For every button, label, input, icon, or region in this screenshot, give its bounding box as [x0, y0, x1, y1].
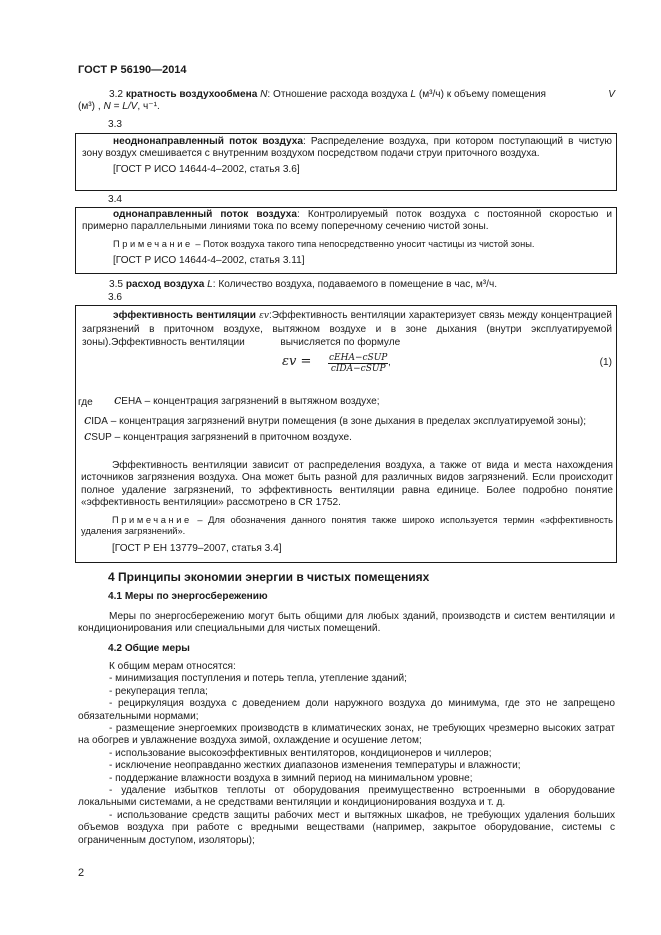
unit-text: (м³) , — [78, 101, 101, 113]
formula-lhs: εv = — [282, 354, 312, 369]
term-number-3-6: 3.6 — [108, 292, 123, 303]
symbol-l: L — [410, 89, 417, 100]
var-subscript: EHA — [121, 396, 142, 407]
where-label: где — [78, 397, 93, 408]
term-number-3-4: 3.4 — [108, 194, 123, 205]
term-source: [ГОСТ Р ИСО 14644-4–2002, статья 3.11] — [113, 255, 305, 267]
body-text: Эффективность вентиляции зависит от распределения воздуха, а также от вида и места нахождения источников загрязнения воздуха. Она может быть разной для различных видов загрязнений. Если происходит полное удаление загрязнений, то эффективность вентиляции равна единице. Более подробно понятие «эффективность вентиляции» рассмотрено в CR 1752. — [81, 460, 613, 509]
term-box-3-3 — [75, 133, 617, 191]
var-c: c — [114, 393, 122, 408]
term-text: : Отношение расхода воздуха — [267, 89, 408, 100]
note-text: – Для обозначения данного понятия также широко используется термин «эффективность удаления загрязнений». — [81, 514, 613, 537]
list-item: - рециркуляция воздуха с доведением доли наружного воздуха до минимума, где это не запрещено обязательными нормами; — [78, 698, 615, 722]
term-name: эффективность вентиляции — [113, 310, 256, 321]
note-text: – Поток воздуха такого типа непосредственно уносит частицы из чистой зоны. — [192, 238, 535, 249]
term-3-2 — [78, 89, 615, 114]
var-c: c — [84, 413, 92, 428]
unit-suffix: , ч⁻¹. — [137, 101, 160, 113]
term-number: 3.5 — [109, 279, 124, 290]
term-definition: :Эффективность вентиляции характеризует связь между концентрацией загрязнений в приточном воздухе, вытяжном воздухе и в зоне дыхания (внутри эксплуатируемой зоны).Эффективность вентиляции — [82, 310, 612, 348]
term-symbol: εv — [259, 311, 269, 321]
var-description: – концентрация загрязнений в приточном воздухе. — [111, 432, 352, 444]
term-source: [ГОСТ Р ИСО 14644-4–2002, статья 3.6] — [113, 163, 300, 175]
var-subscript: IDA — [91, 416, 108, 427]
var-description: – концентрация загрязнений в вытяжном воздухе; — [141, 396, 380, 407]
formula-block: εv = cEHA−cSUP cIDA−cSUP , (1) — [282, 353, 612, 374]
page-number: 2 — [78, 867, 85, 879]
term-name: расход воздуха — [125, 279, 205, 290]
term-source: [ГОСТ Р ЕН 13779–2007, статья 3.4] — [112, 542, 282, 554]
note-label: Примечание — [113, 238, 193, 249]
term-number-3-3: 3.3 — [108, 119, 123, 130]
term-name: однонаправленный поток воздуха — [113, 209, 298, 220]
term-definition-2: вычисляется по формуле — [280, 337, 401, 348]
subsection-text-4-1: Меры по энергосбережению могут быть общими для любых зданий, производств и систем вентиляции и кондиционирования или специальными для чистых помещений. — [78, 611, 615, 635]
term-name: неоднонаправленный поток воздуха — [113, 136, 303, 147]
term-number: 3.2 — [109, 89, 124, 100]
term-box-3-4 — [75, 207, 617, 274]
note-label: Примечание — [112, 514, 192, 525]
term-text-2: (м³/ч) к объему помещения — [418, 89, 546, 100]
formula-denominator: cIDA−cSUP — [330, 364, 386, 374]
variables-block — [78, 395, 615, 445]
var-c: c — [84, 429, 92, 445]
formula-text: N = L/V — [103, 101, 138, 113]
term-symbol: L — [207, 279, 213, 290]
subsection-title-4-1: 4.1 Меры по энергосбережению — [108, 591, 268, 602]
list-item: - исключение неоправданно жестких диапазонов изменения температуры и влажности; — [109, 760, 521, 772]
term-3-5 — [78, 279, 615, 291]
term-definition: : Контролируемый поток воздуха с постоянной скоростью и примерно параллельными линиями тока по всему поперечному сечению чистой зоны. — [82, 209, 612, 233]
list-item: - удаление избытков теплоты от оборудования преимущественно встроенными в оборудование локальными системами, а не средствами вентиляции и кондиционирования воздуха и т. д. — [78, 785, 615, 809]
list-item: - минимизация поступления и потерь тепла, утепление зданий; — [109, 673, 407, 685]
list-intro: К общим мерам относятся: — [109, 661, 236, 672]
list-item: - рекуперация тепла; — [109, 685, 208, 697]
symbol-v: V — [608, 89, 615, 100]
formula-numerator: cEHA−cSUP — [329, 353, 388, 363]
formula-fraction — [328, 353, 388, 374]
term-symbol: N — [260, 89, 268, 100]
measures-list — [78, 661, 615, 847]
term-name: кратность воздухообмена — [125, 89, 258, 100]
formula-number: (1) — [599, 357, 612, 368]
list-item: - использование средств защиты рабочих мест и вытяжных шкафов, не требующих удаления больших объемов воздуха при работе с вредными веществами (например, закрытое оборудование, системы с ограниченным доступом, изоляторы); — [78, 809, 615, 846]
section-title: 4 Принципы экономии энергии в чистых помещениях — [108, 570, 430, 584]
list-item: - размещение энергоемких производств в климатических зонах, не требующих чрезмерно высоких затрат на обогрев и увлажнение воздуха зимой, охлаждение и осушение летом; — [78, 723, 615, 747]
page-header: ГОСТ Р 56190—2014 — [78, 64, 187, 76]
subsection-title-4-2: 4.2 Общие меры — [108, 643, 190, 654]
var-description: – концентрация загрязнений внутри помещения (в зоне дыхания в пределах эксплуатируемой зоны); — [107, 416, 587, 427]
term-definition: : Распределение воздуха, при котором поступающий в чистую зону воздух смешивается с внутренним воздухом посредством подачи струи приточного воздуха. — [82, 136, 612, 160]
var-subscript: SUP — [91, 432, 112, 444]
list-item: - поддержание влажности воздуха в зимний период на минимальном уровне; — [109, 772, 473, 784]
efficiency-body — [81, 460, 613, 555]
list-item: - использование высокоэффективных вентиляторов, кондиционеров и чиллеров; — [109, 747, 492, 759]
term-definition: : Количество воздуха, подаваемого в помещение в час, м³/ч. — [212, 279, 498, 290]
